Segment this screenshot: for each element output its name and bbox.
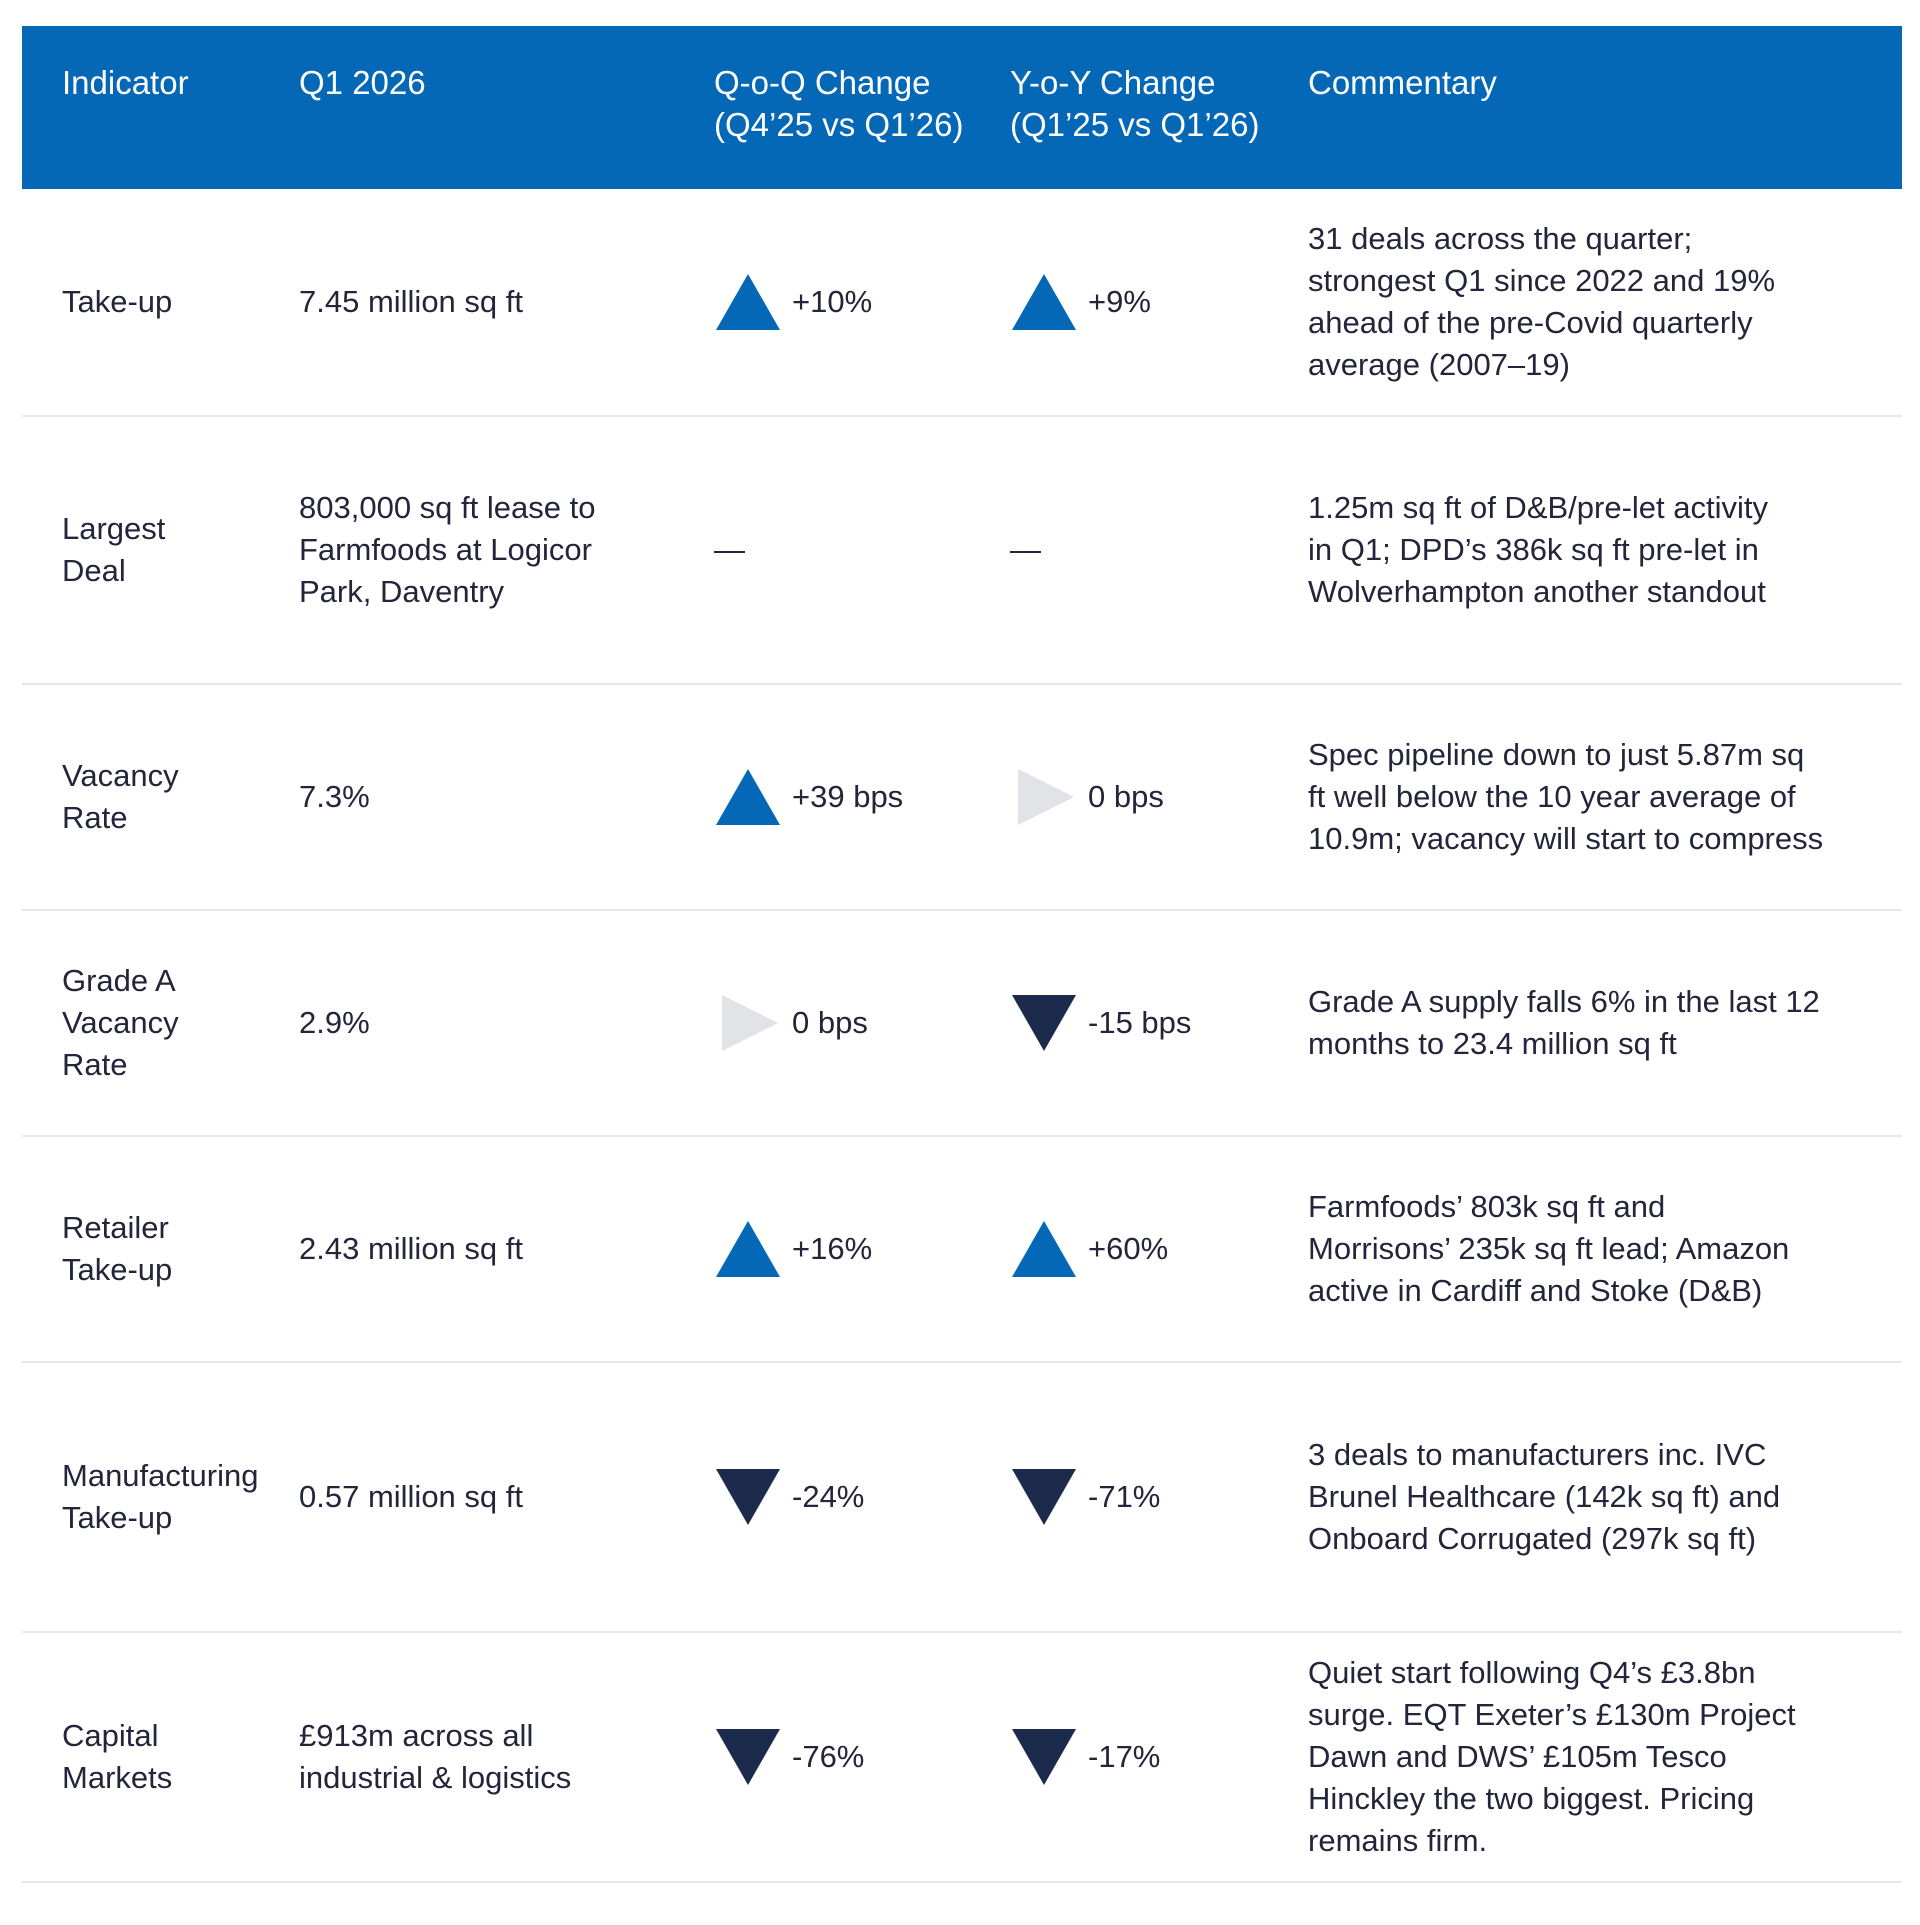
qoq-cell <box>714 1219 1010 1279</box>
yoy-cell-indicator <box>1010 993 1308 1053</box>
yoy-cell-indicator <box>1010 272 1308 332</box>
yoy-cell-value: 0 bps <box>1088 779 1164 814</box>
q1-value-line: 0.57 million sq ft <box>299 1479 523 1514</box>
q1-value-cell <box>299 1715 714 1799</box>
qoq-cell <box>714 529 1010 571</box>
commentary-line: ft well below the 10 year average of <box>1308 779 1796 814</box>
qoq-cell-indicator <box>714 272 1010 332</box>
yoy-cell-dash: — <box>1010 532 1041 567</box>
commentary-line: Farmfoods’ 803k sq ft and <box>1308 1189 1666 1224</box>
commentary-line: average (2007–19) <box>1308 347 1570 382</box>
arrow-down-icon <box>1010 993 1078 1053</box>
qoq-cell <box>714 767 1010 827</box>
commentary-line: Brunel Healthcare (142k sq ft) and <box>1308 1479 1781 1514</box>
yoy-cell <box>1010 1467 1308 1527</box>
yoy-cell <box>1010 1727 1308 1787</box>
table-row <box>22 1363 1902 1633</box>
yoy-cell <box>1010 993 1308 1053</box>
header-qoq-line2: (Q4’25 vs Q1’26) <box>714 106 964 143</box>
commentary-line: surge. EQT Exeter’s £130m Project <box>1308 1697 1796 1732</box>
qoq-cell-indicator <box>714 1219 1010 1279</box>
q1-value-line: 7.3% <box>299 779 370 814</box>
indicator-cell <box>22 1455 299 1539</box>
qoq-cell-indicator <box>714 993 1010 1053</box>
q1-value-line: 2.9% <box>299 1005 370 1040</box>
commentary-line: ahead of the pre-Covid quarterly <box>1308 305 1753 340</box>
commentary-line: Dawn and DWS’ £105m Tesco <box>1308 1739 1727 1774</box>
header-q1-2026 <box>299 26 714 189</box>
commentary-cell <box>1308 1186 1902 1312</box>
commentary-line: active in Cardiff and Stoke (D&B) <box>1308 1273 1763 1308</box>
qoq-cell-indicator <box>714 767 1010 827</box>
header-yoy-line1: Y-o-Y Change <box>1010 64 1216 101</box>
table-row <box>22 911 1902 1137</box>
indicator-line: Deal <box>62 553 126 588</box>
q1-value-line: 2.43 million sq ft <box>299 1231 523 1266</box>
yoy-cell-indicator <box>1010 1727 1308 1787</box>
arrow-up-icon <box>714 1219 782 1279</box>
header-qoq-line1: Q-o-Q Change <box>714 64 931 101</box>
commentary-cell <box>1308 734 1902 860</box>
q1-value-line: industrial & logistics <box>299 1760 572 1795</box>
arrow-up-icon <box>714 767 782 827</box>
kpi-table <box>22 26 1902 1883</box>
arrow-up-icon <box>714 272 782 332</box>
qoq-cell-indicator <box>714 1727 1010 1787</box>
q1-value-line: 7.45 million sq ft <box>299 284 523 319</box>
yoy-cell-value: -15 bps <box>1088 1005 1192 1040</box>
header-qoq <box>714 26 1010 189</box>
commentary-cell <box>1308 1652 1902 1862</box>
indicator-line: Take-up <box>62 1252 173 1287</box>
indicator-line: Rate <box>62 800 128 835</box>
qoq-cell <box>714 272 1010 332</box>
commentary-cell <box>1308 487 1902 613</box>
indicator-cell <box>22 1207 299 1291</box>
commentary-line: 31 deals across the quarter; <box>1308 221 1693 256</box>
commentary-line: Grade A supply falls 6% in the last 12 <box>1308 984 1820 1019</box>
indicator-cell <box>22 960 299 1086</box>
q1-value-line: Park, Daventry <box>299 574 505 609</box>
table-row <box>22 417 1902 685</box>
yoy-cell-value: -71% <box>1088 1479 1161 1514</box>
indicator-line: Markets <box>62 1760 173 1795</box>
commentary-line: Wolverhampton another standout <box>1308 574 1766 609</box>
commentary-line: strongest Q1 since 2022 and 19% <box>1308 263 1776 298</box>
table-row <box>22 1633 1902 1883</box>
yoy-cell <box>1010 272 1308 332</box>
commentary-line: in Q1; DPD’s 386k sq ft pre-let in <box>1308 532 1759 567</box>
commentary-line: Quiet start following Q4’s £3.8bn <box>1308 1655 1756 1690</box>
q1-value-cell <box>299 487 714 613</box>
yoy-cell <box>1010 1219 1308 1279</box>
indicator-line: Grade A <box>62 963 176 998</box>
qoq-cell-value: +16% <box>792 1231 873 1266</box>
q1-value-line: 803,000 sq ft lease to <box>299 490 596 525</box>
header-indicator <box>22 26 299 189</box>
header-commentary-label: Commentary <box>1308 64 1497 101</box>
indicator-cell <box>22 755 299 839</box>
table-row <box>22 685 1902 911</box>
indicator-cell <box>22 1715 299 1799</box>
header-yoy-line2: (Q1’25 vs Q1’26) <box>1010 106 1260 143</box>
indicator-line: Rate <box>62 1047 128 1082</box>
indicator-cell <box>22 281 299 323</box>
commentary-line: Onboard Corrugated (297k sq ft) <box>1308 1521 1757 1556</box>
header-commentary <box>1308 26 1902 189</box>
commentary-line: 1.25m sq ft of D&B/pre-let activity <box>1308 490 1769 525</box>
commentary-line: months to 23.4 million sq ft <box>1308 1026 1677 1061</box>
indicator-line: Take-up <box>62 1500 173 1535</box>
table-row <box>22 189 1902 417</box>
qoq-cell <box>714 1727 1010 1787</box>
indicator-cell <box>22 508 299 592</box>
qoq-cell-dash: — <box>714 532 745 567</box>
commentary-cell <box>1308 218 1902 386</box>
qoq-cell-value: -76% <box>792 1739 865 1774</box>
table-row <box>22 1137 1902 1363</box>
qoq-cell-value: 0 bps <box>792 1005 868 1040</box>
yoy-cell-indicator <box>1010 1219 1308 1279</box>
table-body <box>22 189 1902 1883</box>
q1-value-cell <box>299 1228 714 1270</box>
yoy-cell <box>1010 767 1308 827</box>
qoq-cell <box>714 993 1010 1053</box>
header-yoy <box>1010 26 1308 189</box>
q1-value-cell <box>299 776 714 818</box>
commentary-line: Morrisons’ 235k sq ft lead; Amazon <box>1308 1231 1790 1266</box>
commentary-cell <box>1308 1434 1902 1560</box>
q1-value-line: £913m across all <box>299 1718 534 1753</box>
arrow-up-icon <box>1010 1219 1078 1279</box>
commentary-line: 3 deals to manufacturers inc. IVC <box>1308 1437 1767 1472</box>
qoq-cell <box>714 1467 1010 1527</box>
indicator-line: Vacancy <box>62 1005 179 1040</box>
q1-value-cell <box>299 1002 714 1044</box>
q1-value-line: Farmfoods at Logicor <box>299 532 592 567</box>
table-header <box>22 26 1902 189</box>
qoq-cell-value: +39 bps <box>792 779 904 814</box>
header-indicator-label: Indicator <box>62 64 189 101</box>
arrow-flat-icon <box>1010 767 1078 827</box>
arrow-up-icon <box>1010 272 1078 332</box>
yoy-cell-indicator <box>1010 767 1308 827</box>
arrow-down-icon <box>714 1467 782 1527</box>
yoy-cell <box>1010 529 1308 571</box>
indicator-line: Vacancy <box>62 758 179 793</box>
indicator-line: Largest <box>62 511 166 546</box>
q1-value-cell <box>299 281 714 323</box>
indicator-line: Retailer <box>62 1210 169 1245</box>
q1-value-cell <box>299 1476 714 1518</box>
arrow-down-icon <box>714 1727 782 1787</box>
yoy-cell-indicator <box>1010 1467 1308 1527</box>
indicator-line: Manufacturing <box>62 1458 259 1493</box>
commentary-line: 10.9m; vacancy will start to compress <box>1308 821 1824 856</box>
qoq-cell-indicator <box>714 1467 1010 1527</box>
arrow-down-icon <box>1010 1727 1078 1787</box>
header-q1-2026-label: Q1 2026 <box>299 64 426 101</box>
commentary-cell <box>1308 981 1902 1065</box>
yoy-cell-value: -17% <box>1088 1739 1161 1774</box>
commentary-line: Hinckley the two biggest. Pricing <box>1308 1781 1755 1816</box>
yoy-cell-value: +9% <box>1088 284 1151 319</box>
yoy-cell-value: +60% <box>1088 1231 1169 1266</box>
indicator-line: Capital <box>62 1718 159 1753</box>
commentary-line: Spec pipeline down to just 5.87m sq <box>1308 737 1805 772</box>
qoq-cell-value: -24% <box>792 1479 865 1514</box>
commentary-line: remains firm. <box>1308 1823 1488 1858</box>
arrow-flat-icon <box>714 993 782 1053</box>
indicator-line: Take-up <box>62 284 173 319</box>
qoq-cell-value: +10% <box>792 284 873 319</box>
arrow-down-icon <box>1010 1467 1078 1527</box>
